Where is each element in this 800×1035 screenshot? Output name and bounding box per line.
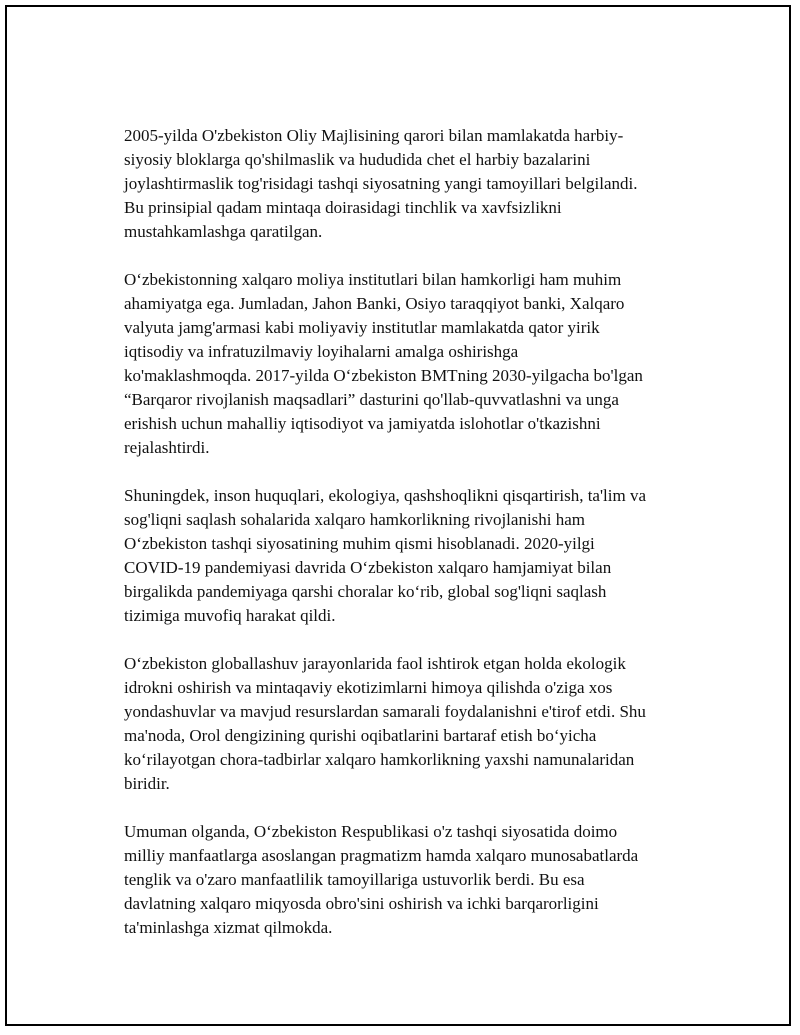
text-line: Shuningdek, inson huquqlari, ekologiya, qashshoqlikni qisqartirish, ta'lim va (124, 486, 646, 505)
paragraph-4 (124, 652, 699, 796)
text-line: O‘zbekiston globallashuv jarayonlarida faol ishtirok etgan holda ekologik (124, 654, 626, 673)
text-line: ma'noda, Orol dengizining qurishi oqibatlarini bartaraf etish bo‘yicha (124, 726, 597, 745)
text-line: birgalikda pandemiyaga qarshi choralar ko‘rib, global sog'liqni saqlash (124, 582, 607, 601)
text-line: O‘zbekiston tashqi siyosatining muhim qismi hisoblanadi. 2020-yilgi (124, 534, 595, 553)
text-line: tenglik va o'zaro manfaatlilik tamoyillariga ustuvorlik berdi. Bu esa (124, 870, 585, 889)
text-line: Bu prinsipial qadam mintaqa doirasidagi tinchlik va xavfsizlikni (124, 198, 562, 217)
text-line: “Barqaror rivojlanish maqsadlari” dasturini qo'llab-quvvatlashni va unga (124, 390, 619, 409)
document-body (124, 124, 699, 964)
paragraph-5 (124, 820, 699, 940)
text-line: tizimiga muvofiq harakat qildi. (124, 606, 336, 625)
text-line: biridir. (124, 774, 170, 793)
text-line: joylashtirmaslik tog'risidagi tashqi siyosatning yangi tamoyillari belgilandi. (124, 174, 638, 193)
text-line: ko'maklashmoqda. 2017-yilda O‘zbekiston BMTning 2030-yilgacha bo'lgan (124, 366, 643, 385)
text-line: rejalashtirdi. (124, 438, 210, 457)
text-line: davlatning xalqaro miqyosda obro'sini oshirish va ichki barqarorligini (124, 894, 599, 913)
paragraph-2 (124, 268, 699, 460)
text-line: 2005-yilda O'zbekiston Oliy Majlisining qarori bilan mamlakatda harbiy- (124, 126, 624, 145)
text-line: ta'minlashga xizmat qilmokda. (124, 918, 333, 937)
text-line: ko‘rilayotgan chora-tadbirlar xalqaro hamkorlikning yaxshi namunalaridan (124, 750, 635, 769)
paragraph-3 (124, 484, 699, 628)
text-line: Umuman olganda, O‘zbekiston Respublikasi o'z tashqi siyosatida doimo (124, 822, 618, 841)
page-frame (5, 5, 791, 1026)
text-line: milliy manfaatlarga asoslangan pragmatizm hamda xalqaro munosabatlarda (124, 846, 639, 865)
text-line: sog'liqni saqlash sohalarida xalqaro hamkorlikning rivojlanishi ham (124, 510, 586, 529)
text-line: siyosiy bloklarga qo'shilmaslik va hududida chet el harbiy bazalarini (124, 150, 591, 169)
text-line: idrokni oshirish va mintaqaviy ekotizimlarni himoya qilishda o'ziga xos (124, 678, 613, 697)
text-line: mustahkamlashga qaratilgan. (124, 222, 323, 241)
text-line: iqtisodiy va infratuzilmaviy loyihalarni amalga oshirishga (124, 342, 519, 361)
text-line: COVID-19 pandemiyasi davrida O‘zbekiston xalqaro hamjamiyat bilan (124, 558, 612, 577)
text-line: valyuta jamg'armasi kabi moliyaviy institutlar mamlakatda qator yirik (124, 318, 600, 337)
text-line: ahamiyatga ega. Jumladan, Jahon Banki, Osiyo taraqqiyot banki, Xalqaro (124, 294, 625, 313)
text-line: O‘zbekistonning xalqaro moliya institutlari bilan hamkorligi ham muhim (124, 270, 622, 289)
text-line: yondashuvlar va mavjud resurslardan samarali foydalanishni e'tirof etdi. Shu (124, 702, 646, 721)
text-line: erishish uchun mahalliy iqtisodiyot va jamiyatda islohotlar o'tkazishni (124, 414, 601, 433)
paragraph-1 (124, 124, 699, 244)
